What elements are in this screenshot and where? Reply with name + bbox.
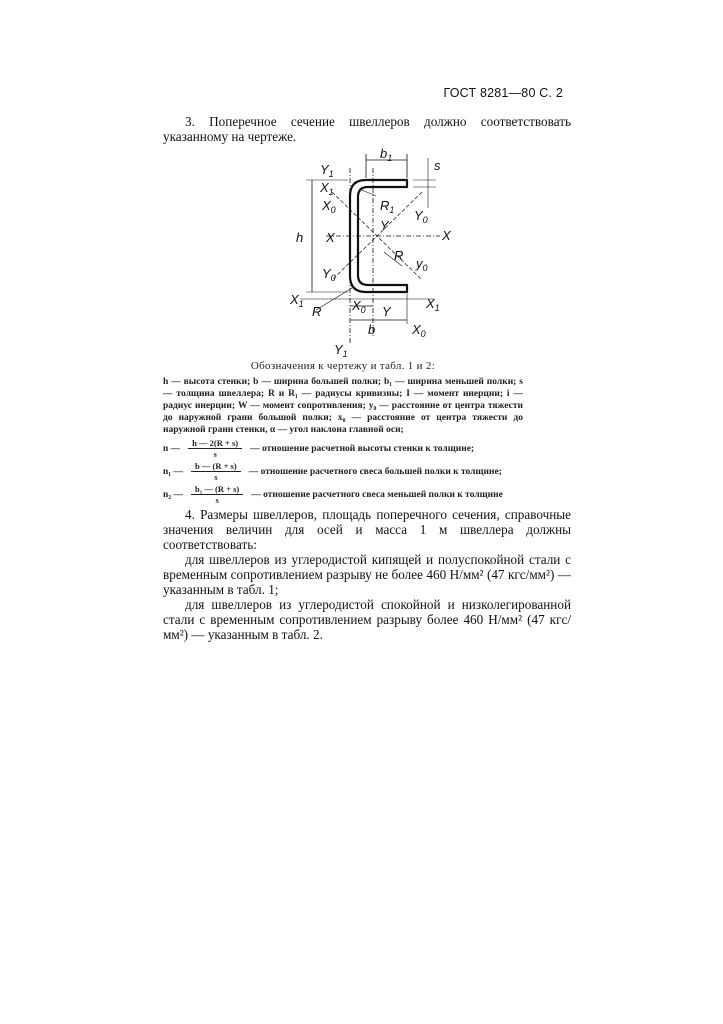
formula-n2-numerator: b₁ — (R + s) <box>191 484 243 495</box>
section-4-paragraph-3: для швеллеров из углеродистой спокойной и низколегированной стали с временным сопротивлением разрыву более 460 Н/мм² (47 кгс/мм²) — указанным в табл. 2. <box>163 597 571 642</box>
label-s: s <box>434 158 441 173</box>
formula-n2 <box>163 484 523 505</box>
section-3-text <box>163 114 571 144</box>
label-h: h <box>296 230 304 245</box>
label-y1-bottom: $Y_1$ <box>334 342 348 359</box>
formula-n1-fraction <box>191 461 241 482</box>
drawing-legend <box>163 360 523 505</box>
formula-n-numerator: h — 2(R + s) <box>188 438 242 449</box>
label-r1: $R_1$ <box>380 198 395 215</box>
formula-n2-fraction <box>191 484 243 505</box>
label-y0-dim: $y_0$ <box>416 256 428 273</box>
label-b1: $b_1$ <box>380 148 393 163</box>
formula-n1-text: — отношение расчетного свеса большей полки к толщине; <box>248 466 502 477</box>
formula-n2-denominator: s <box>215 495 219 505</box>
label-x1-left: $X_1$ <box>290 292 304 309</box>
formula-n2-text: — отношение расчетного свеса меньшей полки к толщине <box>251 489 503 500</box>
label-x0-top: $X_0$ <box>322 198 336 215</box>
section-4-paragraph-1: 4. Размеры швеллеров, площадь поперечного сечения, справочные значения величин для осей и масса 1 м швеллера должны соответствовать: <box>163 507 571 552</box>
section-4-paragraph-2: для швеллеров из углеродистой кипящей и полуспокойной стали с временным сопротивлением разрыву не более 460 Н/мм² (47 кгс/мм²) — указанным в табл. 1; <box>163 552 571 597</box>
formula-n1-numerator: b — (R + s) <box>191 461 241 472</box>
formula-n-fraction <box>188 438 242 459</box>
formula-n1-denominator: s <box>214 472 218 482</box>
label-x0-bottom: $X_0$ <box>352 298 366 315</box>
formula-n <box>163 438 523 459</box>
formula-n-prefix: n — <box>163 443 181 454</box>
legend-title: Обозначения к чертежу и табл. 1 и 2: <box>250 360 436 372</box>
label-x1-right: $X_1$ <box>426 296 440 313</box>
label-x-left: X <box>326 230 335 245</box>
label-y0-top: $Y_0$ <box>414 208 428 225</box>
formula-n2-prefix: n₂ — <box>163 489 184 500</box>
label-y-center: Y <box>380 218 389 233</box>
label-x0-right: $X_0$ <box>412 322 426 339</box>
formula-n1-prefix: n₁ — <box>163 466 184 477</box>
label-b: b <box>368 322 376 337</box>
label-r-outer: R <box>312 304 322 319</box>
channel-section-drawing <box>276 148 456 360</box>
label-y0-left: $Y_0$ <box>322 266 336 283</box>
formula-n-denominator: s <box>213 449 217 459</box>
label-y1-top: $Y_1$ <box>320 162 334 179</box>
label-r-inner: R <box>394 248 404 263</box>
section-4-text <box>163 507 571 642</box>
legend-body: h — высота стенки; b — ширина большей полки; b₁ — ширина меньшей полки; s — толщина швеллера; R и R₁ — радиусы кривизны; I — момент инерции; i — радиус инерции; W — момент сопротивления; y₀ — расстояние от центра тяжести до наружной грани большой полки; x₀ — расстояние от центра тяжести до наружной грани стенки, α — угол наклона главной оси; <box>163 377 523 435</box>
page-header: ГОСТ 8281—80 С. 2 <box>443 86 563 100</box>
label-y-bottom: Y <box>382 304 391 319</box>
label-x1-top: $X_1$ <box>320 180 334 197</box>
section-3-paragraph: 3. Поперечное сечение швеллеров должно соответствовать указанному на чертеже. <box>163 114 571 144</box>
formula-n1 <box>163 461 523 482</box>
label-x-right: X <box>442 228 451 243</box>
formula-n-text: — отношение расчетной высоты стенки к толщине; <box>250 443 475 454</box>
